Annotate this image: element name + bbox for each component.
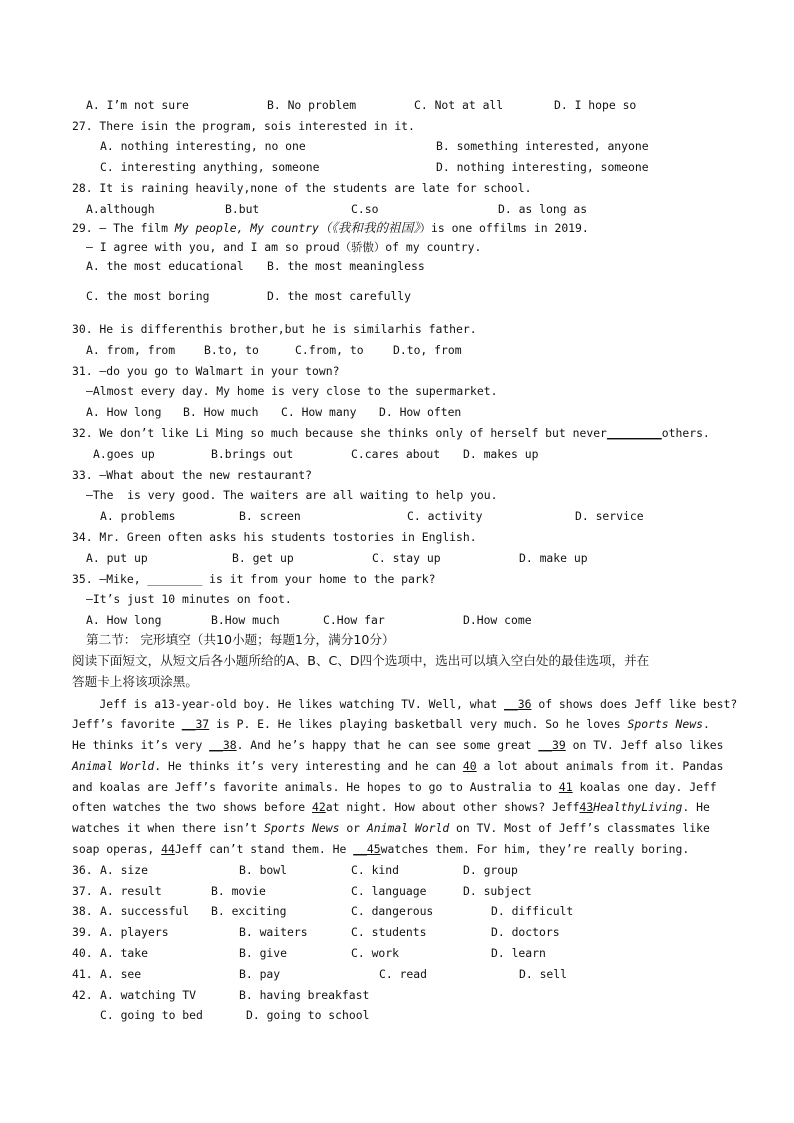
q26-option-c: C. Not at all: [414, 98, 504, 112]
q39-option-a: A. players: [100, 925, 169, 939]
section2-title: 第二节： 完形填空（共10小题；每题1分，满分10分）: [86, 632, 395, 647]
passage-line-2: Jeff’s favorite __37 is P. E. He likes playing basketball very much. So he loves Sports News.: [72, 717, 710, 731]
q35-option-c: C.How far: [323, 613, 385, 627]
q31-reply: —Almost every day. My home is very close to the supermarket.: [86, 384, 498, 398]
q37-option-a: A. result: [100, 884, 162, 898]
q33-stem: 33. —What about the new restaurant?: [72, 468, 313, 482]
q34-stem: 34. Mr. Green often asks his students tostories in English.: [72, 530, 477, 544]
blank-38: __38: [209, 738, 237, 752]
q37-option-b: B. movie: [211, 884, 266, 898]
q31-stem: 31. —do you go to Walmart in your town?: [72, 364, 340, 378]
q35-option-b: B.How much: [211, 613, 280, 627]
q36-option-b: B. bowl: [239, 863, 288, 877]
q41-number: 41.: [72, 967, 93, 981]
q29-reply: — I agree with you, and I am so proud（骄傲）of my country.: [86, 240, 482, 254]
q33-option-b: B. screen: [239, 509, 301, 523]
q40-option-c: C. work: [351, 946, 400, 960]
q35-option-d: D.How come: [463, 613, 532, 627]
q33-option-c: C. activity: [407, 509, 483, 523]
section2-instructions-cont: 答题卡上将该项涂黑。: [72, 674, 198, 689]
q30-option-b: B.to, to: [204, 343, 259, 357]
passage-line-1: Jeff is a13-year-old boy. He likes watching TV. Well, what __36 of shows does Jeff like best?: [72, 697, 738, 711]
passage-line-4: Animal World. He thinks it’s very interesting and he can 40 a lot about animals from it. Pandas: [72, 759, 724, 773]
q27-option-a: A. nothing interesting, no one: [100, 139, 306, 153]
q28-option-d: D. as long as: [498, 202, 588, 216]
q38-option-c: C. dangerous: [351, 904, 434, 918]
q34-option-b: B. get up: [232, 551, 294, 565]
q36-number: 36.: [72, 863, 93, 877]
q33-reply: —The is very good. The waiters are all waiting to help you.: [86, 488, 498, 502]
q39-option-d: D. doctors: [491, 925, 560, 939]
q32-option-d: D. makes up: [463, 447, 539, 461]
passage-line-3: He thinks it’s very __38. And he’s happy that he can see some great __39 on TV. Jeff also likes: [72, 738, 724, 752]
q37-number: 37.: [72, 884, 93, 898]
passage-line-5: and koalas are Jeff’s favorite animals. He hopes to go to Australia to 41 koalas one day. Jeff: [72, 780, 717, 794]
q42-option-c: C. going to bed: [100, 1008, 203, 1022]
q27-stem: 27. There isin the program, sois interested in it.: [72, 119, 415, 133]
q38-option-a: A. successful: [100, 904, 190, 918]
q30-option-d: D.to, from: [393, 343, 462, 357]
show-sports-news: Sports News: [627, 717, 703, 731]
q34-option-d: D. make up: [519, 551, 588, 565]
q42-option-d: D. going to school: [246, 1008, 370, 1022]
q36-option-c: C. kind: [351, 863, 400, 877]
q32-option-c: C.cares about: [351, 447, 441, 461]
blank-37: __37: [181, 717, 210, 731]
q28-stem: 28. It is raining heavily,none of the students are late for school.: [72, 181, 532, 195]
show-animal-world-2: Animal World: [366, 821, 450, 835]
q28-option-a: A.although: [86, 202, 155, 216]
q27-option-b: B. something interested, anyone: [436, 139, 649, 153]
q36-option-a: A. size: [100, 863, 149, 877]
q38-option-b: B. exciting: [211, 904, 287, 918]
q37-option-d: D. subject: [463, 884, 532, 898]
q29-option-b: B. the most meaningless: [267, 259, 425, 273]
q28-option-c: C.so: [351, 202, 379, 216]
q29-option-c: C. the most boring: [86, 289, 210, 303]
blank-44: 44: [161, 842, 175, 856]
q30-option-a: A. from, from: [86, 343, 176, 357]
q32-option-a: A.goes up: [93, 447, 155, 461]
q31-option-d: D. How often: [379, 405, 462, 419]
q35-stem: 35. —Mike, ________ is it from your home to the park?: [72, 572, 436, 586]
blank-42: 42: [312, 800, 326, 814]
q41-option-a: A. see: [100, 967, 142, 981]
q31-option-c: C. How many: [281, 405, 357, 419]
q42-option-b: B. having breakfast: [239, 988, 370, 1002]
q32-stem: 32. We don’t like Li Ming so much because she thinks only of herself but never________others.: [72, 426, 710, 440]
q42-option-a: A. watching TV: [100, 988, 197, 1002]
q39-option-c: C. students: [351, 925, 427, 939]
blank-36: __36: [504, 697, 532, 711]
q40-number: 40.: [72, 946, 93, 960]
blank-43: 43: [579, 800, 594, 814]
q41-option-d: D. sell: [519, 967, 568, 981]
section2-instructions: 阅读下面短文，从短文后各小题所给的A、B、C、D四个选项中，选出可以填入空白处的最佳选项，并在: [72, 653, 650, 668]
q39-number: 39.: [72, 925, 93, 939]
q26-option-a: A. I’m not sure: [86, 98, 189, 112]
q31-option-a: A. How long: [86, 405, 162, 419]
q32-blank: ________: [606, 426, 662, 440]
blank-40: 40: [462, 759, 477, 773]
film-title: My people, My country: [174, 221, 319, 235]
q41-option-b: B. pay: [239, 967, 281, 981]
q40-option-d: D. learn: [491, 946, 546, 960]
show-sports-news-2: Sports News: [264, 821, 340, 835]
q26-option-d: D. I hope so: [554, 98, 637, 112]
q31-option-b: B. How much: [183, 405, 259, 419]
q27-option-c: C. interesting anything, someone: [100, 160, 320, 174]
show-healthy-living: HealthyLiving: [593, 800, 683, 814]
passage-line-7: watches it when there isn’t Sports News or Animal World on TV. Most of Jeff’s classmates like: [72, 821, 710, 835]
q40-option-a: A. take: [100, 946, 149, 960]
q32-option-b: B.brings out: [211, 447, 294, 461]
q41-option-c: C. read: [379, 967, 428, 981]
blank-41: 41: [558, 780, 573, 794]
q30-option-c: C.from, to: [295, 343, 364, 357]
q29-option-a: A. the most educational: [86, 259, 244, 273]
passage-line-8: soap operas, 44Jeff can’t stand them. He __45watches them. For him, they’re really boring.: [72, 842, 690, 856]
q26-option-b: B. No problem: [267, 98, 357, 112]
q34-option-a: A. put up: [86, 551, 148, 565]
q38-number: 38.: [72, 904, 93, 918]
q35-option-a: A. How long: [86, 613, 162, 627]
passage-line-6: often watches the two shows before 42at night. How about other shows? Jeff43HealthyLiving. He: [72, 800, 710, 814]
q34-option-c: C. stay up: [372, 551, 441, 565]
q35-reply: —It’s just 10 minutes on foot.: [86, 592, 292, 606]
blank-45: __45: [353, 842, 381, 856]
q38-option-d: D. difficult: [491, 904, 574, 918]
q33-option-d: D. service: [575, 509, 644, 523]
show-animal-world: Animal World: [72, 759, 155, 773]
q27-option-d: D. nothing interesting, someone: [436, 160, 649, 174]
q29-option-d: D. the most carefully: [267, 289, 412, 303]
q39-option-b: B. waiters: [239, 925, 308, 939]
q42-number: 42.: [72, 988, 93, 1002]
q33-option-a: A. problems: [100, 509, 176, 523]
q37-option-c: C. language: [351, 884, 427, 898]
q30-stem: 30. He is differenthis brother,but he is similarhis father.: [72, 322, 477, 336]
q29-stem: 29. — The film My people, My country（《我和我的祖国》）is one offilms in 2019.: [72, 220, 589, 235]
q40-option-b: B. give: [239, 946, 288, 960]
q28-option-b: B.but: [225, 202, 260, 216]
blank-39: __39: [538, 738, 566, 752]
q36-option-d: D. group: [463, 863, 518, 877]
